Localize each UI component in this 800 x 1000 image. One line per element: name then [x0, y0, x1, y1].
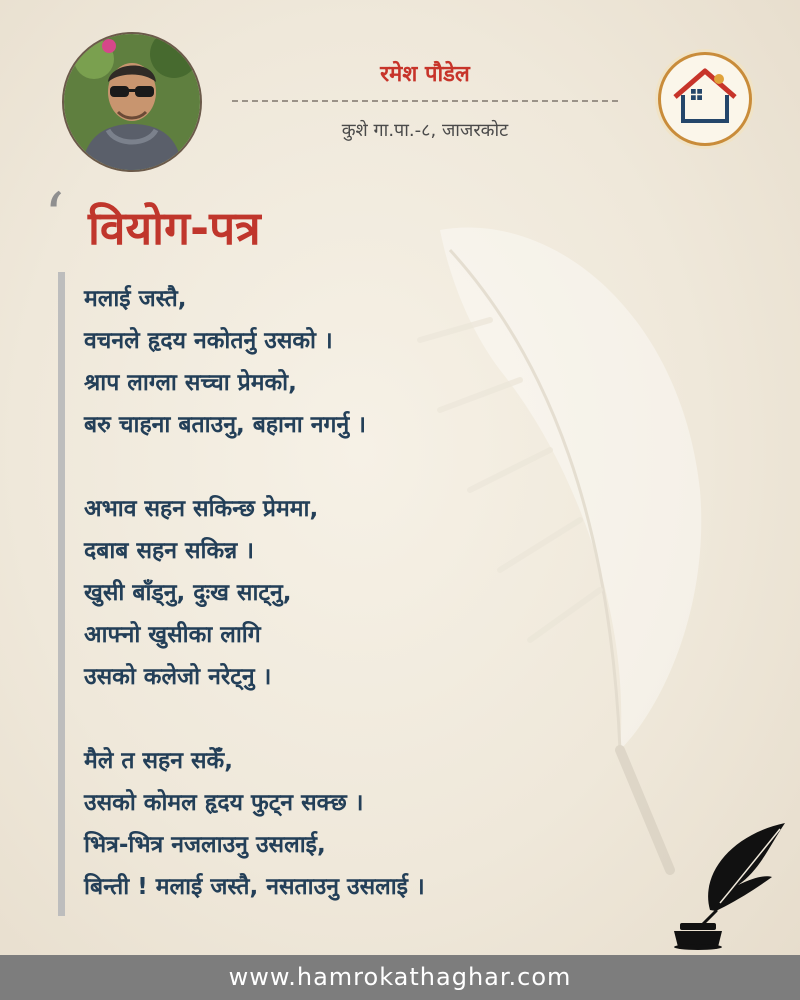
poem-line: खुसी बाँड्नु, दुःख साट्नु, [84, 580, 292, 606]
quill-inkwell-icon [660, 815, 790, 950]
author-address: कुशे गा.पा.-८, जाजरकोट [341, 120, 509, 141]
stanza-break [84, 446, 644, 488]
poem-line: भित्र-भित्र नजलाउनु उसलाई, [84, 832, 326, 858]
poem-line: बरु चाहना बताउनु, बहाना नगर्नु । [84, 412, 366, 438]
poem-line: मैले त सहन सकेँ, [84, 748, 233, 774]
author-avatar [62, 32, 202, 172]
author-name: रमेश पौडेल [380, 62, 470, 87]
avatar-photo [64, 34, 200, 170]
stanza-break [84, 698, 644, 740]
site-logo [658, 52, 752, 146]
footer-website[interactable]: www.hamrokathaghar.com [0, 955, 800, 1000]
quote-mark-icon: ‘ [44, 180, 65, 254]
poem-line: आफ्नो खुसीका लागि [84, 622, 261, 648]
poem-body [84, 278, 644, 908]
poem-side-bar [58, 272, 65, 916]
poem-line: उसको कलेजो नरेट्नु । [84, 664, 272, 690]
poem-line: श्राप लाग्ला सच्चा प्रेमको, [84, 370, 297, 396]
poem-line: दबाब सहन सकिन्न । [84, 538, 254, 564]
poem-title: वियोग-पत्र [88, 201, 261, 255]
poem-line: बिन्ती ! मलाई जस्तै, नसताउनु उसलाई । [84, 874, 425, 900]
poem-line: उसको कोमल हृदय फुट्न सक्छ । [84, 790, 364, 816]
header-divider [232, 100, 618, 102]
house-logo-icon [661, 55, 749, 143]
poem-line: वचनले हृदय नकोतर्नु उसको । [84, 328, 333, 354]
poem-line: अभाव सहन सकिन्छ प्रेममा, [84, 496, 319, 522]
poem-line: मलाई जस्तै, [84, 286, 187, 312]
